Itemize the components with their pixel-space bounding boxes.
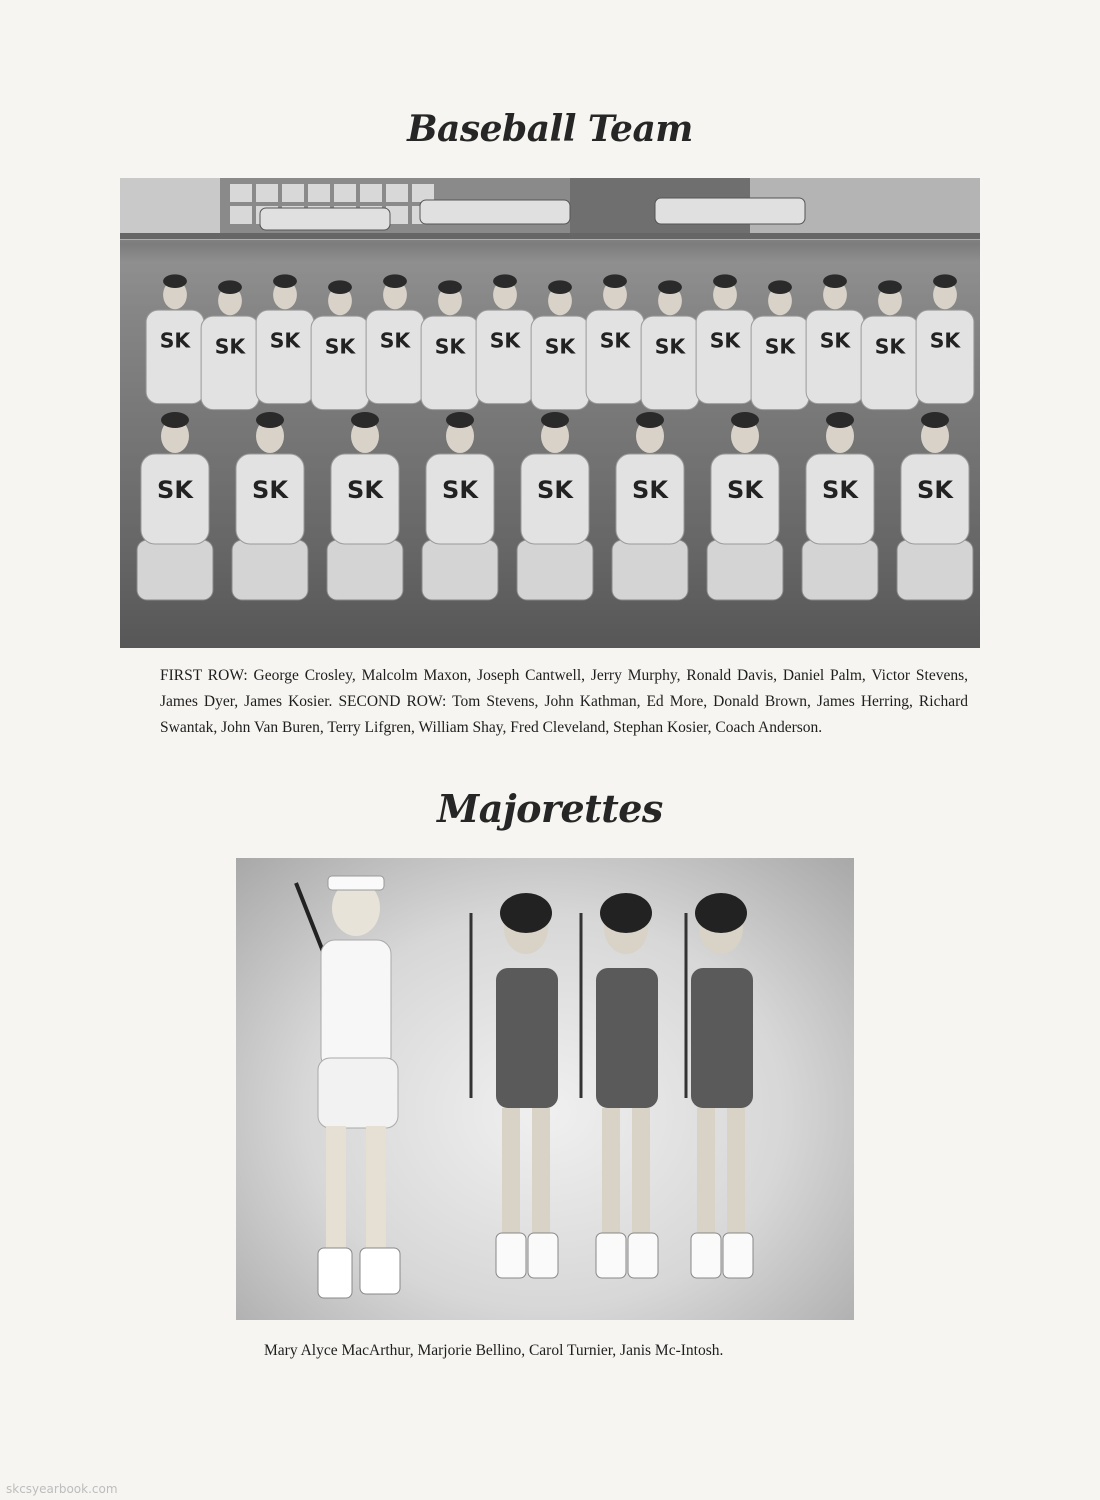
uniform-letters: SK [929,328,961,353]
baseball-team-title: Baseball Team [407,108,693,150]
majorette-figure [471,893,558,1278]
uniform-letters: SK [874,334,906,359]
uniform-letters: SK [157,476,193,504]
baseball-team-caption: FIRST ROW: George Crosley, Malcolm Maxon, Joseph Cantwell, Jerry Murphy, Ronald Davis, Daniel Palm, Victor Stevens, James Dyer, James Kosier. SECOND ROW: Tom Stevens, John Kathman, Ed More, Donald Brown, James Herring, Richard Swantak, John Van Buren, Terry Lifgren, William Shay, Fred Cleveland, Stephan Kosier, Coach Anderson. [160,667,968,736]
majorette-figure [686,893,753,1278]
majorettes-photo [236,858,854,1320]
baseball-team-photo [120,178,980,648]
watermark: skcsyearbook.com [6,1482,118,1496]
majorette-figure [581,893,658,1278]
uniform-letters: SK [544,334,576,359]
uniform-letters: SK [434,334,466,359]
uniform-letters: SK [379,328,411,353]
uniform-letters: SK [632,476,668,504]
uniform-letters: SK [324,334,356,359]
uniform-letters: SK [252,476,288,504]
uniform-letters: SK [822,476,858,504]
uniform-letters: SK [347,476,383,504]
uniform-letters: SK [654,334,686,359]
uniform-letters: SK [442,476,478,504]
uniform-letters: SK [599,328,631,353]
uniform-letters: SK [819,328,851,353]
uniform-letters: SK [709,328,741,353]
uniform-letters: SK [269,328,301,353]
uniform-letters: SK [537,476,573,504]
uniform-letters: SK [764,334,796,359]
uniform-letters: SK [159,328,191,353]
uniform-letters: SK [727,476,763,504]
uniform-letters: SK [489,328,521,353]
majorettes-caption: Mary Alyce MacArthur, Marjorie Bellino, Carol Turnier, Janis Mc-Intosh. [264,1342,724,1359]
uniform-letters: SK [917,476,953,504]
uniform-letters: SK [214,334,246,359]
majorettes-title: Majorettes [437,786,663,831]
